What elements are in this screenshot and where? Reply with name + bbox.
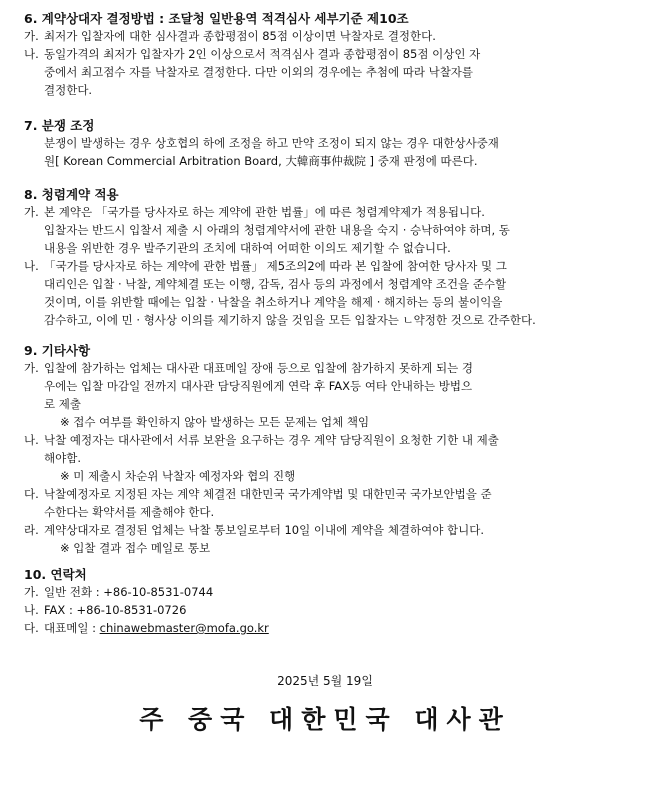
contact-phone <box>24 583 628 601</box>
item-text: 「국가를 당사자로 하는 계약에 관한 법률」 제5조의2에 따라 본 입찰에 참여한 당사자 및 그 <box>44 259 507 273</box>
item-continuation: 결정한다. <box>44 83 93 97</box>
item-continuation: 입찰자는 반드시 입찰서 제출 시 아래의 청렴계약서에 관한 내용을 숙지 · 승낙하여야 하며, 동 <box>44 223 510 237</box>
contact-email <box>24 619 628 637</box>
item-text: 입찰에 참가하는 업체는 대사관 대표메일 장애 등으로 입찰에 참가하지 못하게 되는 경 <box>44 361 474 375</box>
section-8-item-b <box>24 257 628 275</box>
contact-fax <box>24 601 628 619</box>
item-marker: 가. <box>24 29 39 43</box>
item-marker: 다. <box>24 487 39 501</box>
email-link[interactable]: chinawebmaster@mofa.go.kr <box>99 621 269 635</box>
item-continuation: 대리인은 입찰 · 낙찰, 계약체결 또는 이행, 감독, 검사 등의 과정에서 청렴계약 조건을 준수할 <box>44 277 507 291</box>
item-note: ※ 미 제출시 차순위 낙찰자 예정자와 협의 진행 <box>60 469 296 483</box>
section-6 <box>24 10 628 99</box>
embassy-signature: 주 중국 대한민국 대사관 <box>139 705 511 734</box>
item-continuation: 내용을 위반한 경우 발주기관의 조치에 대하여 어떠한 이의도 제기할 수 없습니다. <box>44 241 451 255</box>
section-7-heading: 7. 분쟁 조정 <box>24 118 95 133</box>
contact-label: FAX : <box>44 603 77 617</box>
item-text: 본 계약은 「국가를 당사자로 하는 계약에 관한 법률」에 따른 청렴계약제가 적용됩니다. <box>44 205 485 219</box>
contact-label: 대표메일 : <box>44 621 100 635</box>
item-continuation: 해야함. <box>44 451 81 465</box>
item-continuation: 중에서 최고점수 자를 낙찰자로 결정한다. 다만 이외의 경우에는 추첨에 따라 낙찰자를 <box>44 65 474 79</box>
section-6-heading: 6. 계약상대자 결정방법 : 조달청 일반용역 적격심사 세부기준 제10조 <box>24 11 409 26</box>
section-7 <box>24 117 628 170</box>
phone-number: +86-10-8531-0744 <box>103 585 214 599</box>
section-9-item-b <box>24 431 628 449</box>
section-8 <box>24 186 628 329</box>
section-8-item-a <box>24 203 628 221</box>
section-9-item-d <box>24 521 628 539</box>
item-marker: 가. <box>24 205 39 219</box>
item-note: ※ 접수 여부를 확인하지 않아 발생하는 모든 문제는 업체 책임 <box>60 415 370 429</box>
item-marker: 가. <box>24 361 39 375</box>
item-text: 동일가격의 최저가 입찰자가 2인 이상으로서 적격심사 결과 종합평점이 85점 이상인 자 <box>44 47 481 61</box>
item-text: 계약상대자로 결정된 업체는 낙찰 통보일로부터 10일 이내에 계약을 체결하여야 합니다. <box>44 523 484 537</box>
item-marker: 다. <box>24 621 39 635</box>
item-marker: 나. <box>24 433 39 447</box>
fax-number: +86-10-8531-0726 <box>76 603 187 617</box>
item-note: ※ 입찰 결과 접수 메일로 통보 <box>60 541 211 555</box>
item-continuation: 것이며, 이를 위반할 때에는 입찰 · 낙찰을 취소하거나 계약을 해제 · 해지하는 등의 불이익을 <box>44 295 503 309</box>
section-10 <box>24 566 628 637</box>
item-marker: 나. <box>24 259 39 273</box>
paragraph-line: 분쟁이 발생하는 경우 상호협의 하에 조정을 하고 만약 조정이 되지 않는 경우 대한상사중재 <box>44 136 499 150</box>
item-marker: 가. <box>24 585 39 599</box>
section-9-heading: 9. 기타사항 <box>24 343 91 358</box>
item-text: 최저가 입찰자에 대한 심사결과 종합평점이 85점 이상이면 낙찰자로 결정한다. <box>44 29 436 43</box>
item-marker: 라. <box>24 523 39 537</box>
item-marker: 나. <box>24 603 39 617</box>
item-continuation: 우에는 입찰 마감일 전까지 대사관 담당직원에게 연락 후 FAX등 여타 안내하는 방법으 <box>44 379 473 393</box>
item-continuation: 수한다는 확약서를 제출해야 한다. <box>44 505 215 519</box>
item-continuation: 로 제출 <box>44 397 81 411</box>
paragraph-line: 원[ Korean Commercial Arbitration Board, 大韓商事仲裁院 ] 중재 판정에 따른다. <box>44 154 478 168</box>
section-9-item-a <box>24 359 628 377</box>
contact-label: 일반 전화 : <box>44 585 104 599</box>
section-8-heading: 8. 청렴계약 적용 <box>24 187 119 202</box>
document-date: 2025년 5월 19일 <box>277 674 373 688</box>
section-10-heading: 10. 연락처 <box>24 567 87 582</box>
item-continuation: 감수하고, 이에 민 · 형사상 이의를 제기하지 않을 것임을 모든 입찰자는 ㄴ약정한 것으로 간주한다. <box>44 313 536 327</box>
item-text: 낙찰 예정자는 대사관에서 서류 보완을 요구하는 경우 계약 담당직원이 요청한 기한 내 제출 <box>44 433 499 447</box>
item-marker: 나. <box>24 47 39 61</box>
item-text: 낙찰예정자로 지정된 자는 계약 체결전 대한민국 국가계약법 및 대한민국 국가보안법을 준 <box>44 487 492 501</box>
section-6-item-a <box>24 27 628 45</box>
section-9 <box>24 342 628 557</box>
section-6-item-b <box>24 45 628 63</box>
section-9-item-c <box>24 485 628 503</box>
